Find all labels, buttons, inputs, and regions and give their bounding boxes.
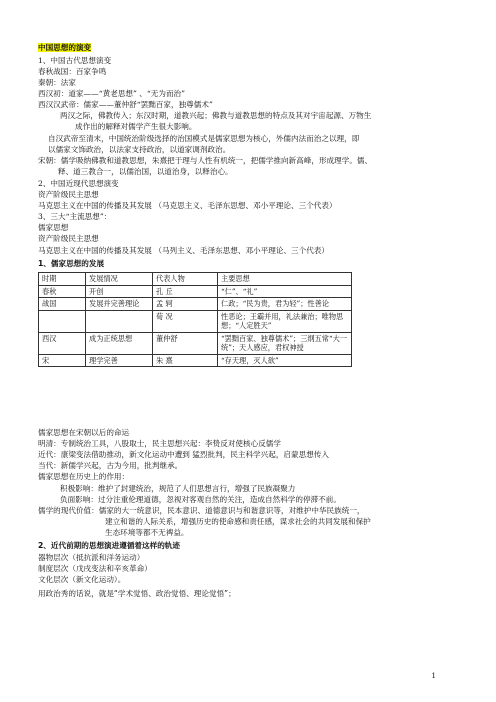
table-header-row (39, 273, 352, 286)
table-cell: 西汉 (39, 332, 86, 354)
section2-heading: 2、中国近现代思想演变 (38, 179, 119, 188)
table-heading: 1、儒家思想的发展 (38, 259, 105, 268)
table-cell: 春秋 (39, 285, 86, 298)
text-line: 器物层次（抵抗派和洋务运动） (38, 553, 145, 562)
document-title (38, 43, 91, 53)
text-line: 明清：专制统治工具，八股取士，民主思想兴起：李贽反对使核心反儒学 (38, 439, 281, 448)
table-cell: “罢黜百家、独尊儒术”；三纲五常“大一统”；天人感应，君权神授 (218, 332, 352, 354)
text-line: 儒家思想在宋朝以后的命运 (38, 428, 130, 437)
table-row (39, 332, 352, 354)
table-row (39, 285, 352, 298)
title-text: 中国思想的演变 (38, 43, 92, 52)
text-line: 西汉初：道家——“黄老思想” 、“无为而治” (38, 89, 186, 98)
table-header-cell: 发展情况 (86, 273, 153, 286)
table-row (39, 354, 352, 367)
table-header-cell: 主要思想 (218, 273, 352, 286)
text-line: 成作出的解释对儒学产生很大影响。 (75, 122, 197, 131)
text-line: 以儒家文饰政治，以法家支持政治，以道家调剂政治。 (48, 145, 231, 154)
text-line: 文化层次（新文化运动）。 (38, 575, 126, 584)
text-line: 资产阶级民主思想 (38, 234, 99, 243)
table-cell: “存天理，灭人欲” (218, 354, 352, 367)
table-cell: 理学完善 (86, 354, 153, 367)
table-cell (86, 310, 153, 332)
table-cell: 董仲舒 (153, 332, 218, 354)
table-cell: 仁政；“民为贵，君为轻”；性善论 (218, 298, 352, 311)
text-line: 建立和谐的人际关系，增强历史的使命感和责任感，谋求社会的共同发展和保护 (105, 517, 371, 526)
table-cell: “仁”、“礼” (218, 285, 352, 298)
table-cell: 朱 熹 (153, 354, 218, 367)
text-line: 马克思主义在中国的传播及其发展 （马克思主义、毛泽东思想、邓小平理论、三个代表） (38, 201, 337, 210)
table-cell: 荀 况 (153, 310, 218, 332)
text-line: 用政治秀的话说，就是“学术觉悟、政治觉悟、理论觉悟”； (38, 589, 236, 598)
page-number: 1 (431, 672, 436, 680)
text-line: 生态环境等都不无裨益。 (105, 528, 189, 537)
section3-heading: 3、三大“主流思想”： (38, 212, 112, 221)
text-line: 当代：新儒学兴起，古为今用，批判继承。 (38, 461, 183, 470)
section4-heading: 2、近代前期的思想演进遵循着这样的轨迹 (38, 541, 180, 550)
text-line: 近代：康梁变法借助推动，新文化运动中遭到 猛烈批判，民主科学兴起，启蒙思想传入 (38, 450, 329, 459)
section1-heading: 1、中国古代思想演变 (38, 56, 112, 65)
table-cell: 孟 轲 (153, 298, 218, 311)
text-line: 资产阶级民主思想 (38, 190, 99, 199)
table-cell: 宋 (39, 354, 86, 367)
text-line: 儒学的现代价值：儒家的大一统意识，民本意识、道德意识与和谐意识等，对维护中华民族统一， (38, 506, 365, 515)
text-line: 制度层次（戊戌变法和辛亥革命） (38, 564, 152, 573)
text-line: 负面影响：过分注重伦理道德，忽视对客观自然的关注，造成自然科学的停滞不前。 (60, 495, 341, 504)
table-cell: 开创 (86, 285, 153, 298)
text-line: 积极影响：维护了封建统治，规范了人们思想言行，增强了民族凝聚力 (60, 484, 296, 493)
text-line: 马克思主义在中国的传播及其发展 （马列主义、毛泽东思想、邓小平理论、三个代表） (38, 246, 329, 255)
table-cell: 孔 丘 (153, 285, 218, 298)
text-line: 释、道三教合一，以儒治国，以道治身，以释治心。 (58, 167, 233, 176)
text-line: 秦朝：法家 (38, 78, 76, 87)
text-line: 宋朝：儒学吸纳佛教和道教思想，朱熹把于理与人性有机统一，把儒学推向新高峰，形成理学。儒、 (38, 156, 373, 165)
text-line: 儒家思想 (38, 223, 69, 232)
table-cell: 性恶论；王霸并用，礼法兼治；唯物思想；“人定胜天” (218, 310, 352, 332)
table-header-cell: 代表人物 (153, 273, 218, 286)
text-line: 两汉之际，佛教传入；东汉时期，道教兴起；佛教与道教思想的特点及其对宇宙起源、万物生 (60, 111, 372, 120)
table-header-cell: 时期 (39, 273, 86, 286)
text-line: 春秋战国：百家争鸣 (38, 67, 107, 76)
table-cell: 成为正统思想 (86, 332, 153, 354)
table-cell (39, 310, 86, 332)
table-cell: 发展并完善理论 (86, 298, 153, 311)
text-line: 西汉汉武帝：儒家——董仲舒“罢黜百家，独尊儒术” (38, 100, 213, 109)
table-cell: 战国 (39, 298, 86, 311)
table-row (39, 310, 352, 332)
confucianism-table (38, 272, 352, 367)
text-line: 儒家思想在历史上的作用： (38, 472, 130, 481)
table-row (39, 298, 352, 311)
text-line: 自汉武帝至清末，中国统治阶级选择的治国模式是儒家思想为核心，外儒内法而治之以理，即 (48, 134, 360, 143)
